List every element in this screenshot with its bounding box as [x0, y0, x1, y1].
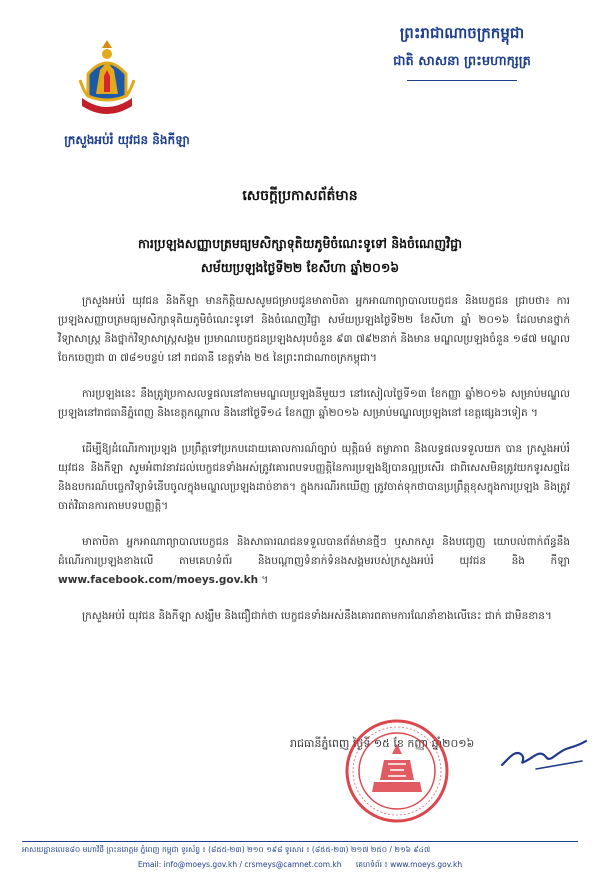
- paragraph-4-text: មាតាបិតា អ្នកអាណាព្យាបាលបេក្ខជន និងសាធារណជនទទួលបានព័ត៌មានថ្មីៗ ឬសាកសួរ និងបញ្ចេញ យោបល់ពាក់ព័ន្ធនឹងដំណើរការប្រឡងខាងលើ តាមគេហទំព័រ និងបណ្តាញទំនាក់ទំនងសង្គមរបស់ក្រសួងអប់រំ យុវជន និង កីឡា: [58, 536, 570, 567]
- website-link[interactable]: www.moeys.gov.kh: [390, 860, 463, 869]
- body-paragraph-4: មាតាបិតា អ្នកអាណាព្យាបាលបេក្ខជន និងសាធារណជនទទួលបានព័ត៌មានថ្មីៗ ឬសាកសួរ និងបញ្ចេញ យោបល់ពាក់ព័ន្ធនឹងដំណើរការប្រឡងខាងលើ តាមគេហទំព័រ និងបណ្តាញទំនាក់ទំនងសង្គមរបស់ក្រសួងអប់រំ យុវជន និង កីឡា www.facebook.com/moeys.gov.kh ។: [58, 536, 570, 586]
- footer-address: អាសយដ្ឋានលេខ៨០ មហាវិថី ព្រះនរោត្តម ភ្នំពេញ កម្ពុជា ទូរស័ព្ទ ៖ (៨៥៥-២៣) ២១០ ១៩៨ ទូរសារ ៖ (៨៥៥-២៣) ២១៧ ២៥០ / ២១៦ ៩៤៧: [22, 845, 431, 854]
- ministry-name: ក្រសួងអប់រំ យុវជន និងកីឡា: [64, 133, 190, 147]
- facebook-link[interactable]: www.facebook.com/moeys.gov.kh: [58, 574, 259, 586]
- signature-mark: [496, 735, 588, 775]
- date-month: ខែ កញ្ញា: [393, 737, 429, 750]
- email-link[interactable]: info@moeys.gov.kh / crsmeys@camnet.com.kh: [163, 860, 342, 869]
- ministry-seal-icon: [344, 718, 450, 824]
- date-prefix: រាជធានីភ្នំពេញ ថ្ងៃទី: [290, 737, 371, 750]
- document-body: [58, 292, 570, 643]
- body-paragraph-2: ការប្រឡងនេះ នឹងត្រូវប្រកាសលទ្ធផលនៅតាមមណ្ឌលប្រឡងនីមួយៗ នៅរសៀលថ្ងៃទី១៣ ខែកញ្ញា ឆ្នាំ២០១៦ សម្រាប់មណ្ឌលប្រឡងនៅរាជធានីភ្នំពេញ និងខេត្តកណ្តាល និងនៅថ្ងៃទី១៤ ខែកញ្ញា ឆ្នាំ២០១៦ សម្រាប់មណ្ឌលប្រឡងនៅ ខេត្តផ្សេងៗទៀត ។: [58, 388, 570, 419]
- document-title: សេចក្តីប្រកាសព័ត៌មាន: [242, 188, 358, 204]
- kingdom-motto: [352, 22, 572, 81]
- date-year: ឆ្នាំ២០១៦: [431, 737, 475, 750]
- document-subject: [60, 232, 540, 280]
- ministry-emblem-icon: [74, 34, 140, 122]
- website-label: គេហទំព័រ ៖: [355, 860, 391, 869]
- email-label: Email:: [137, 860, 164, 869]
- subject-line-2: សម័យប្រឡងថ្ងៃទី២២ ខែសីហា ឆ្នាំ២០១៦: [200, 260, 400, 275]
- motto-divider: [407, 80, 517, 81]
- footer-contacts: [22, 860, 578, 871]
- body-paragraph-5: ក្រសួងអប់រំ យុវជន និងកីឡា សង្ឃឹម និងជឿជាក់ថា បេក្ខជនទាំងអស់នឹងគោរពតាមការណែនាំខាងលើនេះ ជាក់ ជាមិនខាន។: [82, 610, 552, 622]
- nation-religion-king: ជាតិ សាសនា ព្រះមហាក្សត្រ: [393, 54, 531, 69]
- body-paragraph-1: ក្រសួងអប់រំ យុវជន និងកីឡា មានកិត្តិយសសូមជម្រាបជូនមាតាបិតា អ្នកអាណាព្យាបាលបេក្ខជន និងបេក្ខជន ជ្រាបថា៖ ការប្រឡងសញ្ញាបត្រមធ្យមសិក្សាទុតិយភូមិចំណេះទូទៅ និងចំណេញវិជ្ជា សម័យប្រឡងថ្ងៃទី២២ ខែសីហា ឆ្នាំ ២០១៦ ដែលមានថ្នាក់វិទ្យាសាស្ត្រ និងថ្នាក់វិទ្យាសាស្ត្រសង្គម ប្រមាណបេក្ខជនប្រឡងសរុបចំនួន ៩៣ ៧៩២នាក់ និងមាន មណ្ឌលប្រឡងចំនួន ១៨៧ មណ្ឌល ចែកចេញជា ៣ ៧៨១បន្ទប់ នៅ រាជធានី ខេត្តទាំង ២៥ នៃព្រះរាជាណាចក្រកម្ពុជា។: [58, 295, 570, 364]
- body-paragraph-3: ដើម្បីឱ្យដំណើរការប្រឡង ប្រព្រឹត្តទៅប្រកបដោយគោលការណ៍ច្បាប់ យុត្តិធម៌ តម្លាភាព និងលទ្ធផលទទួលយក បាន ក្រសួងអប់រំ យុវជន និងកីឡា សូមអំពាវនាវដល់បេក្ខជនទាំងអស់ត្រូវគោរពបទបញ្ញត្តិនៃការប្រឡងឱ្យបានល្អប្រសើរ ជាពិសេសមិនត្រូវយកទូរសព្ទដៃ និងឧបករណ៍បច្ចេកវិទ្យាទំនើបចូលក្នុងមណ្ឌលប្រឡងដាច់ខាត។ ក្នុងករណីរកឃើញ ត្រូវចាត់ទុកថាបានប្រព្រឹត្តខុសក្នុងការប្រឡង និងត្រូវចាត់វិធានការតាមបទបញ្ញត្តិ។: [58, 443, 570, 512]
- kingdom-title: ព្រះរាជាណាចក្រកម្ពុជា: [399, 24, 525, 42]
- footer-divider: [22, 841, 578, 842]
- subject-line-1: ការប្រឡងសញ្ញាបត្រមធ្យមសិក្សាទុតិយភូមិចំណេះទូទៅ និងចំណេញវិជ្ជា: [138, 236, 462, 251]
- date-day: ១៥: [373, 737, 390, 750]
